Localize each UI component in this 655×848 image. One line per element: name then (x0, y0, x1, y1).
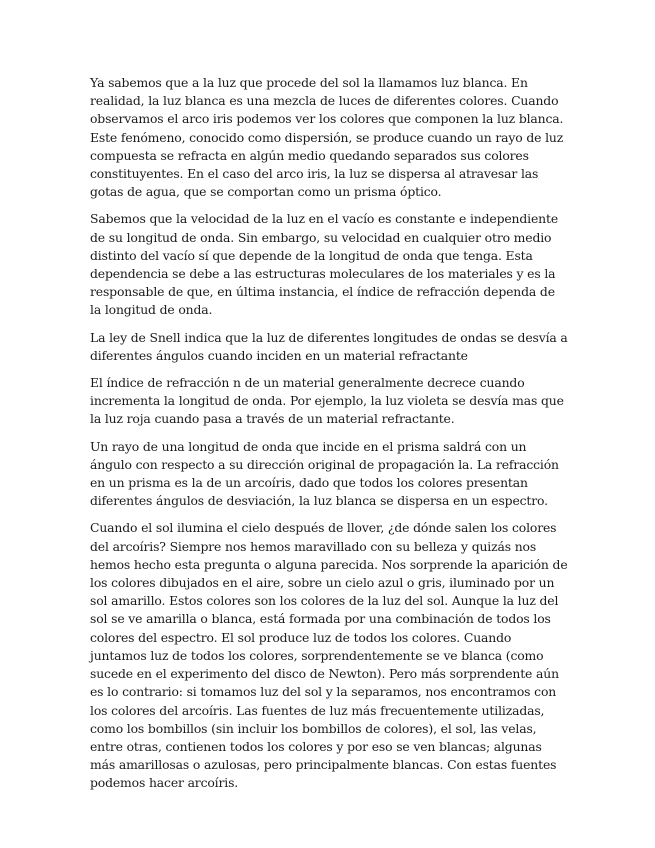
paragraph-rainbow-colors: Cuando el sol ilumina el cielo después de llover, ¿de dónde salen los colores del arcoíris? Siempre nos hemos maravillado con su belleza y quizás nos hemos hecho esta pregunta o alguna parecida. Nos sorprende la aparición de los colores dibujados en el aire, sobre un cielo azul o gris, iluminado por un sol amarillo. Estos colores son los colores de la luz del sol. Aunque la luz del sol se ve amarilla o blanca, está formada por una combinación de todos los colores del espectro. El sol produce luz de todos los colores. Cuando juntamos luz de todos los colores, sorprendentemente se ve blanca (como sucede en el experimento del disco de Newton). Pero más sorprendente aún es lo contrario: si tomamos luz del sol y la separamos, nos encontramos con los colores del arcoíris. Las fuentes de luz más frecuentemente utilizadas, como los bombillos (sin incluir los bombillos de colores), el sol, las velas, entre otras, contienen todos los colores y por eso se ven blancas; algunas más amarillosas o azulosas, pero principalmente blancas. Con estas fuentes podemos hacer arcoíris. (90, 520, 568, 791)
paragraph-snell-law: La ley de Snell indica que la luz de diferentes longitudes de ondas se desvía a diferentes ángulos cuando inciden en un material refractante (90, 329, 568, 363)
paragraph-prism-ray: Un rayo de una longitud de onda que incide en el prisma saldrá con un ángulo con respecto a su dirección original de propagación la. La refracción en un prisma es la de un arcoíris, dado que todos los colores presentan diferentes ángulos de desviación, la luz blanca se dispersa en un espectro. (90, 438, 559, 509)
paragraph-refraction-index: El índice de refracción n de un material generalmente decrece cuando incrementa la longitud de onda. Por ejemplo, la luz violeta se desvía mas que la luz roja cuando pasa a través de un material refractante. (90, 375, 564, 427)
document-body (90, 74, 568, 802)
paragraph-light-speed: Sabemos que la velocidad de la luz en el vacío es constante e independiente de su longitud de onda. Sin embargo, su velocidad en cualquier otro medio distinto del vacío sí que depende de la longitud de onda que tenga. Esta dependencia se debe a las estructuras moleculares de los materiales y es la responsable de que, en última instancia, el índice de refracción dependa de la longitud de onda. (90, 211, 558, 318)
paragraph-white-light: Ya sabemos que a la luz que procede del sol la llamamos luz blanca. En realidad, la luz blanca es una mezcla de luces de diferentes colores. Cuando observamos el arco iris podemos ver los colores que componen la luz blanca. Este fenómeno, conocido como dispersión, se produce cuando un rayo de luz compuesta se refracta en algún medio quedando separados sus colores constituyentes. En el caso del arco iris, la luz se dispersa al atravesar las gotas de agua, que se comportan como un prisma óptico. (90, 75, 564, 200)
